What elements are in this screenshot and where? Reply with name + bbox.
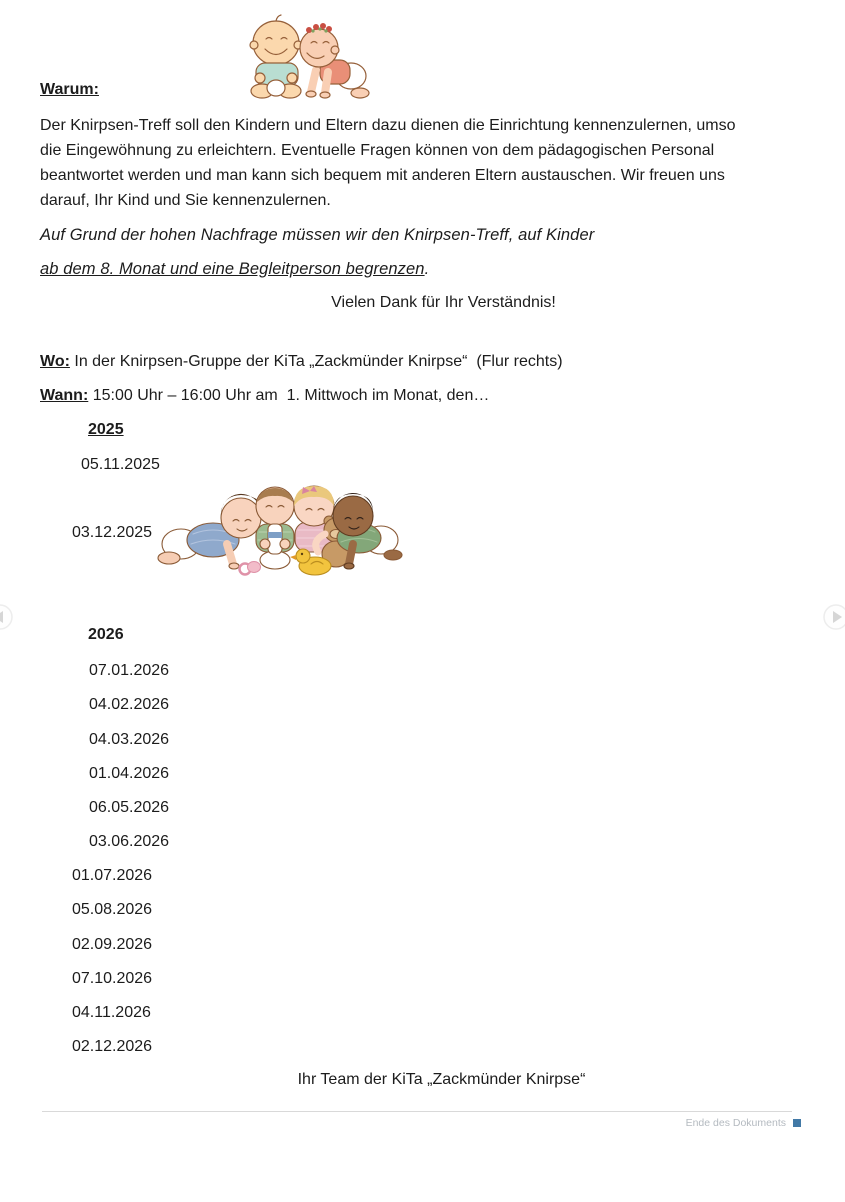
chevron-right-circle-icon <box>823 604 845 630</box>
page-end-divider <box>42 1111 792 1112</box>
date-item: 02.12.2026 <box>72 1038 153 1056</box>
date-item: 01.04.2026 <box>89 764 170 782</box>
paragraph-line: die Eingewöhnung zu erleichtern. Eventuelle Fragen können von dem pädagogischen Personal <box>40 142 715 159</box>
where-line <box>40 353 563 371</box>
when-text: 15:00 Uhr – 16:00 Uhr am 1. Mittwoch im Monat, den… <box>88 387 490 404</box>
intro-paragraph <box>40 113 820 213</box>
date-item: 07.10.2026 <box>72 969 153 987</box>
date-item: 01.07.2026 <box>72 867 153 884</box>
babies-clipart-top <box>243 12 373 107</box>
next-page-button[interactable] <box>823 604 845 630</box>
date-item: 02.09.2026 <box>72 935 153 953</box>
paragraph-line: Der Knirpsen-Treff soll den Kindern und Eltern dazu dienen die Einrichtung kennenzulernen, umso <box>40 117 736 134</box>
babies-clipart-middle <box>153 472 405 583</box>
chevron-left-circle-icon <box>0 604 13 630</box>
year-heading-2025: 2025 <box>88 421 124 438</box>
year-heading-2026: 2026 <box>88 626 124 643</box>
paragraph-line: beantwortet werden und man kann sich bequem mit anderen Eltern austauschen. Wir freuen uns <box>40 167 725 184</box>
date-item: 04.02.2026 <box>89 696 170 714</box>
paragraph-line: darauf, Ihr Kind und Sie kennenzulernen. <box>40 192 331 209</box>
date-2025-november: 05.11.2025 <box>81 456 160 473</box>
dates-2026-first-half <box>89 654 169 860</box>
date-item: 06.05.2026 <box>89 799 170 817</box>
end-of-document-label: Ende des Dokuments <box>685 1117 786 1129</box>
when-label: Wann: <box>40 387 89 404</box>
end-of-document-marker-icon <box>793 1119 801 1127</box>
notice-line-2-underlined: ab dem 8. Monat und eine Begleitperson begrenzen <box>40 260 425 278</box>
date-item: 04.03.2026 <box>89 730 170 748</box>
dates-2026-second-half <box>72 859 152 1065</box>
two-babies-illustration <box>243 12 373 102</box>
when-line <box>40 387 489 405</box>
four-babies-playing-illustration <box>153 472 405 578</box>
notice-line-2-tail: . <box>424 260 430 278</box>
where-text: In der Knirpsen-Gruppe der KiTa „Zackmünder Knirpse“ (Flur rechts) <box>69 353 563 370</box>
date-item: 05.08.2026 <box>72 901 153 919</box>
end-of-document-row <box>686 1117 801 1129</box>
previous-page-button[interactable] <box>0 604 13 630</box>
date-item: 07.01.2026 <box>89 662 170 679</box>
notice-line-1: Auf Grund der hohen Nachfrage müssen wir den Knirpsen-Treff, auf Kinder <box>40 226 595 244</box>
date-item: 03.06.2026 <box>89 833 170 851</box>
where-label: Wo: <box>40 353 70 370</box>
closing-line: Ihr Team der KiTa „Zackmünder Knirpse“ <box>297 1071 586 1088</box>
date-item: 04.11.2026 <box>72 1004 151 1022</box>
date-2025-december: 03.12.2025 <box>72 524 153 541</box>
notice-line-2 <box>40 260 429 279</box>
thanks-line: Vielen Dank für Ihr Verständnis! <box>331 294 556 311</box>
heading-warum: Warum: <box>40 81 99 98</box>
